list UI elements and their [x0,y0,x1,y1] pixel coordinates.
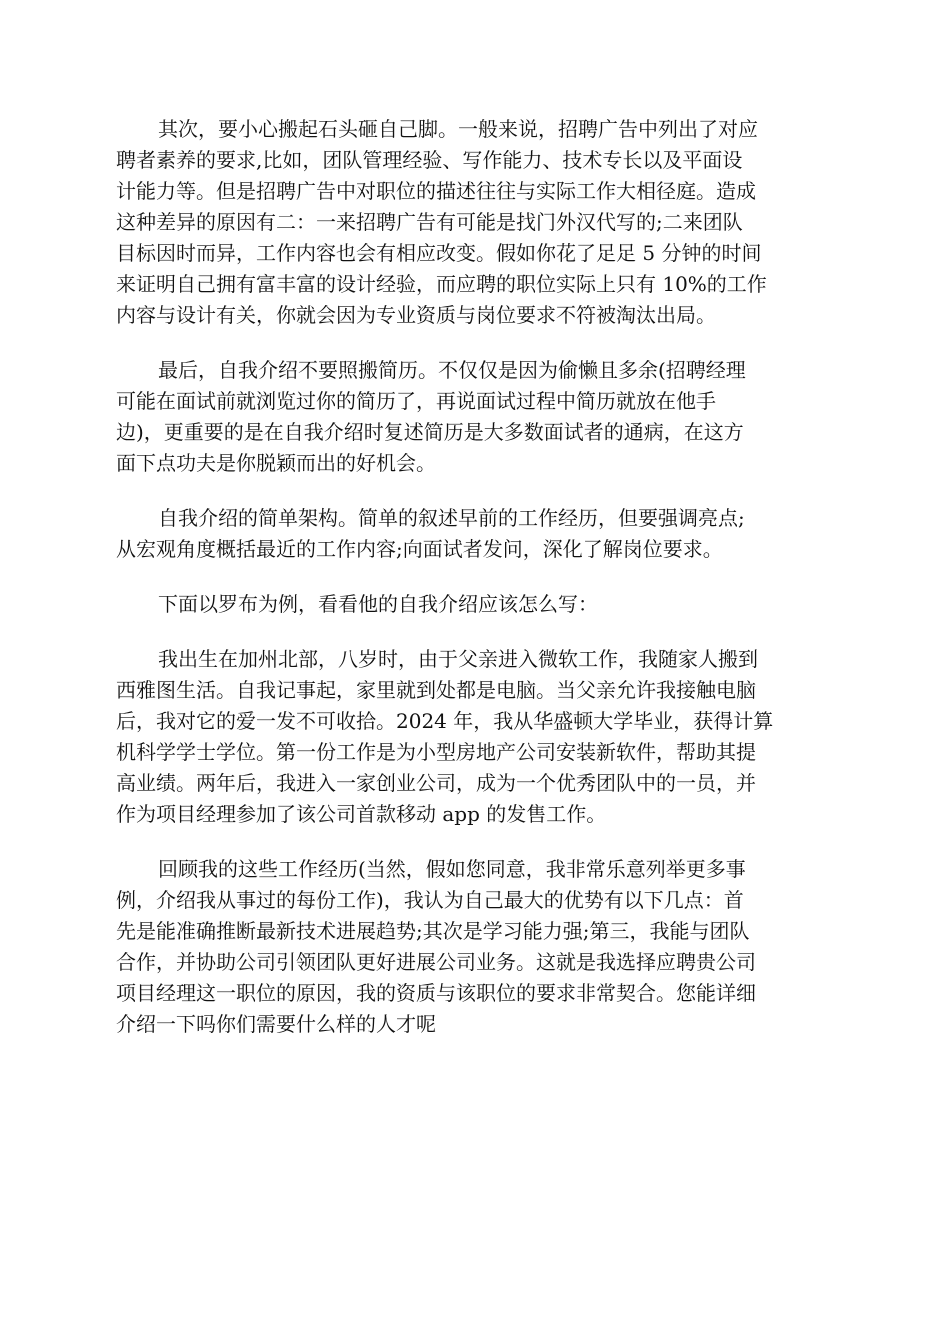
text-line: 西雅图生活。自我记事起，家里就到处都是电脑。当父亲允许我接触电脑 [116,678,756,702]
text-line: 最后，自我介绍不要照搬简历。不仅仅是因为偷懒且多余(招聘经理 [158,358,746,382]
text-line: 介绍一下吗你们需要什么样的人才呢 [116,1012,436,1036]
text-line: 作为项目经理参加了该公司首款移动 app 的发售工作。 [116,802,607,826]
text-line: 回顾我的这些工作经历(当然，假如您同意，我非常乐意列举更多事 [158,857,746,881]
text-line: 可能在面试前就浏览过你的简历了，再说面试过程中简历就放在他手 [116,389,716,413]
text-line: 机科学学士学位。第一份工作是为小型房地产公司安装新软件，帮助其提 [116,740,756,764]
text-line: 例，介绍我从事过的每份工作)，我认为自己最大的优势有以下几点：首 [116,888,744,912]
text-line: 面下点功夫是你脱颖而出的好机会。 [116,451,436,475]
text-line: 边)，更重要的是在自我介绍时复述简历是大多数面试者的通病，在这方 [116,420,744,444]
paragraph-1 [116,114,836,331]
text-line: 从宏观角度概括最近的工作内容;向面试者发问，深化了解岗位要求。 [116,537,723,561]
text-line: 项目经理这一职位的原因，我的资质与该职位的要求非常契合。您能详细 [116,981,756,1005]
text-line: 自我介绍的简单架构。简单的叙述早前的工作经历，但要强调亮点; [158,506,745,530]
text-line: 目标因时而异，工作内容也会有相应改变。假如你花了足足 5 分钟的时间 [116,241,762,265]
text-line: 聘者素养的要求,比如，团队管理经验、写作能力、技术专长以及平面设 [116,148,743,172]
text-line: 合作，并协助公司引领团队更好进展公司业务。这就是我选择应聘贵公司 [116,950,756,974]
text-line: 计能力等。但是招聘广告中对职位的描述往往与实际工作大相径庭。造成 [116,179,756,203]
text-line: 后，我对它的爱一发不可收拾。2024 年，我从华盛顿大学毕业，获得计算 [116,709,774,733]
text-line: 其次，要小心搬起石头砸自己脚。一般来说，招聘广告中列出了对应 [158,117,758,141]
document-body [116,114,836,1064]
text-line: 我出生在加州北部，八岁时，由于父亲进入微软工作，我随家人搬到 [158,647,758,671]
text-line: 先是能准确推断最新技术进展趋势;其次是学习能力强;第三，我能与团队 [116,919,750,943]
text-line: 高业绩。两年后，我进入一家创业公司，成为一个优秀团队中的一员，并 [116,771,756,795]
text-line: 下面以罗布为例，看看他的自我介绍应该怎么写： [158,592,598,616]
paragraph-2 [116,355,836,479]
text-line: 这种差异的原因有二：一来招聘广告有可能是找门外汉代写的;二来团队 [116,210,743,234]
paragraph-6 [116,854,836,1040]
text-line: 内容与设计有关，你就会因为专业资质与岗位要求不符被淘汰出局。 [116,303,716,327]
paragraph-5 [116,644,836,830]
text-line: 来证明自己拥有富丰富的设计经验，而应聘的职位实际上只有 10%的工作 [116,272,767,296]
paragraph-3 [116,503,836,565]
paragraph-4 [116,589,836,620]
